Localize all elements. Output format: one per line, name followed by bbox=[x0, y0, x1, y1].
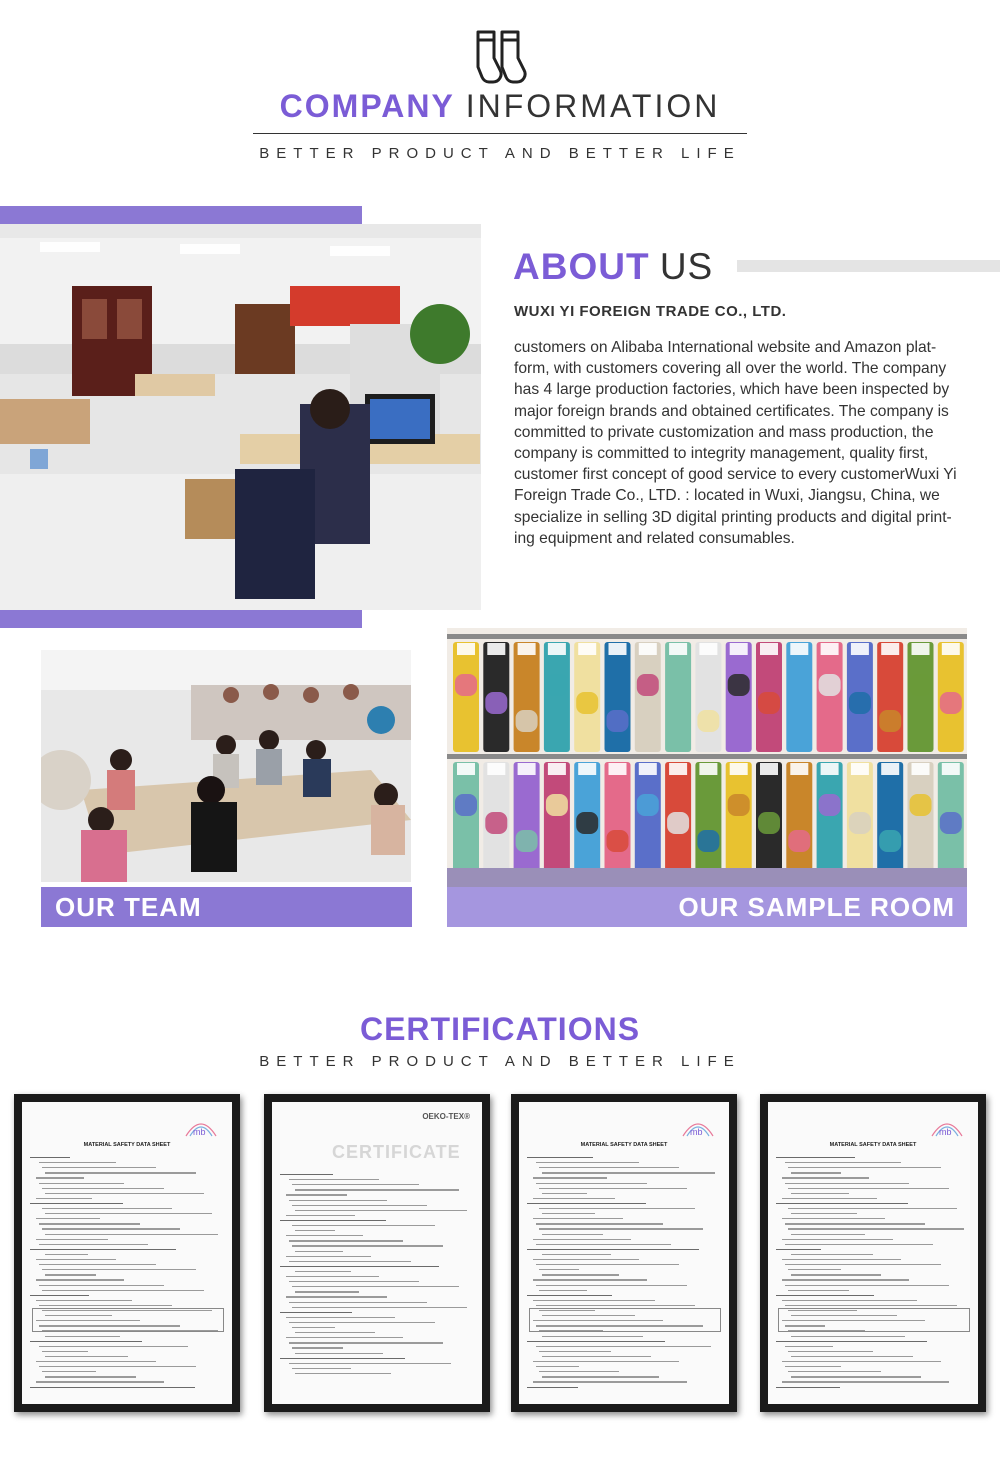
oeko-tex-logo: OEKO-TEX® bbox=[422, 1112, 470, 1121]
about-line: customers on Alibaba International website and Amazon plat- bbox=[514, 339, 937, 356]
certifications-tagline: BETTER PRODUCT AND BETTER LIFE bbox=[259, 1053, 741, 1070]
title-divider bbox=[253, 133, 747, 134]
title-bold: COMPANY bbox=[279, 88, 455, 124]
about-line: specialize in selling 3D digital printing products and digital print- bbox=[514, 508, 952, 526]
svg-text:mb: mb bbox=[690, 1127, 703, 1137]
sample-room-label-band bbox=[447, 887, 967, 927]
about-line: major foreign brands and obtained certificates. The company is bbox=[514, 402, 949, 420]
svg-text:mb: mb bbox=[193, 1127, 206, 1137]
certificate-frame bbox=[14, 1094, 240, 1412]
oeko-tex-certificate bbox=[272, 1102, 482, 1404]
title-light: INFORMATION bbox=[465, 88, 721, 124]
decor-band-bottom bbox=[0, 610, 362, 628]
mb-logo-icon bbox=[930, 1118, 964, 1138]
certificate-heading: CERTIFICATE bbox=[332, 1142, 461, 1162]
about-description bbox=[514, 337, 984, 549]
sample-room-photo bbox=[447, 628, 967, 890]
about-line: has 4 large production factories, which have been inspected by bbox=[514, 381, 950, 399]
mb-logo-icon bbox=[184, 1118, 218, 1138]
msds-title: MATERIAL SAFETY DATA SHEET bbox=[83, 1142, 171, 1148]
page-title bbox=[0, 88, 1000, 125]
certificate-frame bbox=[760, 1094, 986, 1412]
about-title-light: US bbox=[659, 246, 714, 287]
certifications-title: CERTIFICATIONS bbox=[359, 1011, 641, 1047]
decor-band-top bbox=[0, 206, 362, 224]
team-label: OUR TEAM bbox=[55, 892, 202, 922]
team-label-band bbox=[41, 887, 412, 927]
about-line: committed to private customization and mass production, the bbox=[514, 423, 934, 441]
msds-title: MATERIAL SAFETY DATA SHEET bbox=[580, 1142, 668, 1148]
about-line: Foreign Trade Co., LTD. : located in Wuxi, Jiangsu, China, we bbox=[514, 487, 940, 505]
certificate-frame bbox=[264, 1094, 490, 1412]
about-line: ing equipment and related consumables. bbox=[514, 529, 795, 547]
about-line: customer first concept of good service to every customerWuxi Yi bbox=[514, 466, 957, 484]
svg-text:mb: mb bbox=[939, 1127, 952, 1137]
mb-logo-icon bbox=[681, 1118, 715, 1138]
company-name: WUXI YI FOREIGN TRADE CO., LTD. bbox=[514, 303, 787, 320]
about-title-bold: ABOUT bbox=[513, 246, 650, 287]
about-line: form, with customers covering all over the world. The company bbox=[514, 360, 947, 378]
about-decor-bar bbox=[737, 260, 1000, 272]
certificate-frame bbox=[511, 1094, 737, 1412]
about-title bbox=[513, 246, 713, 288]
socks-icon bbox=[468, 30, 530, 88]
msds-certificate bbox=[768, 1102, 978, 1404]
msds-title: MATERIAL SAFETY DATA SHEET bbox=[829, 1142, 917, 1148]
office-photo bbox=[0, 224, 481, 610]
msds-certificate bbox=[22, 1102, 232, 1404]
about-line: company is committed to integrity management, quality first, bbox=[514, 445, 929, 463]
team-photo bbox=[41, 650, 411, 882]
tagline: BETTER PRODUCT AND BETTER LIFE bbox=[259, 145, 741, 162]
msds-certificate bbox=[519, 1102, 729, 1404]
sample-room-label: OUR SAMPLE ROOM bbox=[678, 892, 955, 922]
